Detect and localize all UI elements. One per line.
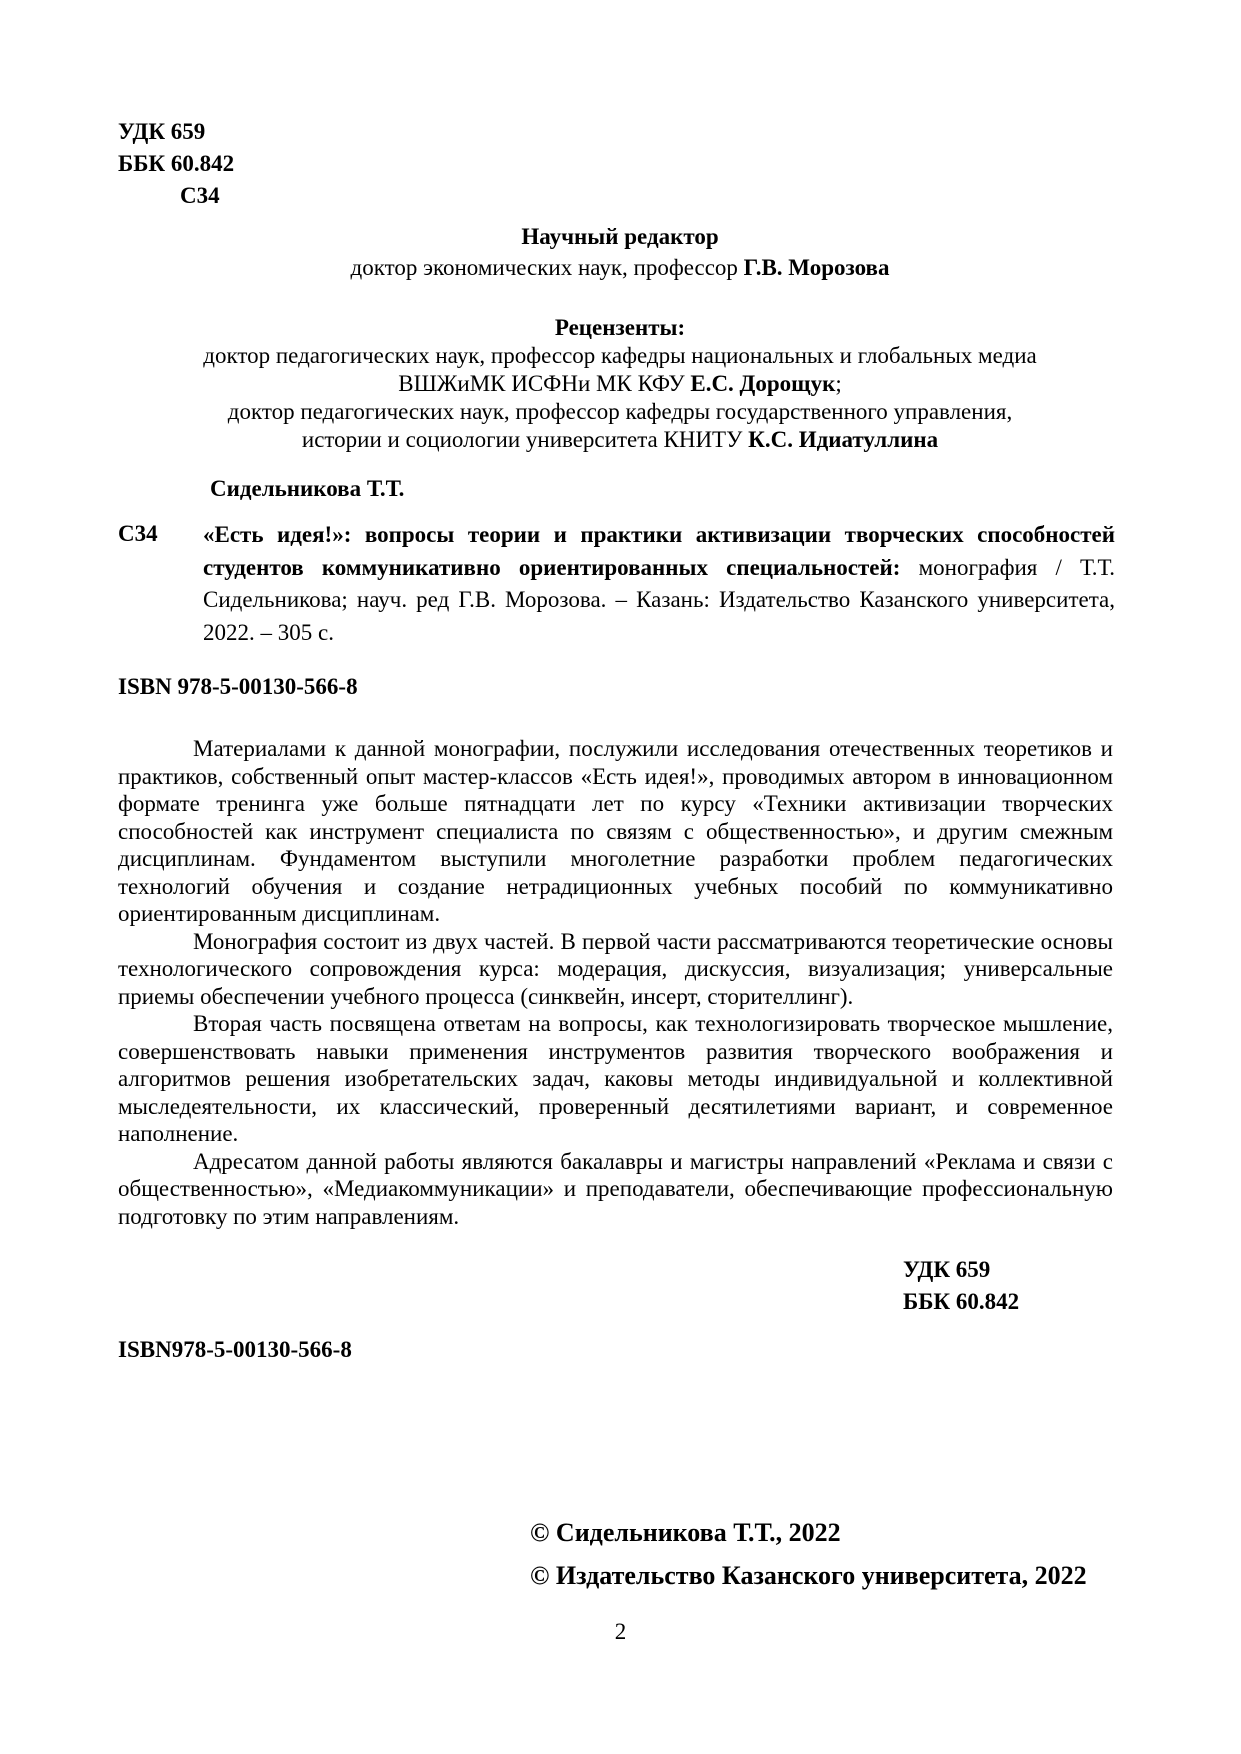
copyright-author: © Сидельникова Т.Т., 2022	[530, 1518, 841, 1547]
reviewer-2-line-2	[120, 425, 1120, 453]
annotation	[118, 735, 1113, 1230]
udk-code-bottom: УДК 659	[903, 1257, 991, 1282]
copyright-publisher: © Издательство Казанского университета, 2022	[530, 1561, 1087, 1590]
copyright-block	[530, 1518, 1087, 1604]
reviewer-1-affiliation: ВШЖиМК ИСФНи МК КФУ	[398, 371, 685, 396]
scientific-editor-name: Г.В. Морозова	[743, 255, 890, 280]
page-number: 2	[614, 1619, 627, 1644]
scientific-editor-line	[120, 253, 1120, 284]
author-mark: С34	[180, 183, 220, 208]
catalog-entry-text	[203, 519, 1115, 649]
catalog-author-heading: Сидельникова Т.Т.	[210, 476, 405, 501]
reviewer-2-line-1: доктор педагогических наук, профессор кафедры государственного управления,	[227, 399, 1013, 424]
reviewer-1-name: Е.С. Дорощук	[690, 371, 836, 396]
scientific-editor-description: доктор экономических наук, профессор	[350, 255, 738, 280]
isbn-bottom: ISBN978-5-00130-566-8	[118, 1337, 352, 1362]
reviewer-2-name: К.С. Идиатуллина	[748, 427, 939, 452]
catalog-entry-code: С34	[118, 521, 158, 546]
reviewers-heading: Рецензенты:	[554, 315, 686, 340]
scientific-editor-heading: Научный редактор	[521, 224, 719, 249]
catalog-entry-details: монография / Т.Т. Сидельникова; науч. ред Г.В. Морозова. – Казань: Издательство Казанского университета, 2022. – 305 с.	[203, 554, 1116, 645]
scientific-editor-block	[120, 222, 1120, 284]
classification-codes-bottom	[903, 1255, 1019, 1319]
annotation-paragraph-3: Вторая часть посвящена ответам на вопросы, как технологизировать творческое мышление, совершенствовать навыки применения инструментов развития творческого воображения и алгоритмов решения изобретательских задач, каковы методы индивидуальной и коллективной мыследеятельности, их классический, проверенный десятилетиями вариант, и современное наполнение.	[118, 1011, 1113, 1146]
reviewer-1-line-1: доктор педагогических наук, профессор кафедры национальных и глобальных медиа	[203, 343, 1037, 368]
reviewers-block	[120, 313, 1120, 453]
reviewer-1-suffix: ;	[835, 371, 842, 396]
bbk-code-bottom: ББК 60.842	[903, 1289, 1020, 1314]
udk-code: УДК 659	[118, 119, 206, 144]
reviewer-1-line-2	[120, 369, 1120, 397]
reviewer-2-affiliation: истории и социологии университета КНИТУ	[301, 427, 743, 452]
isbn-top: ISBN 978-5-00130-566-8	[118, 674, 358, 699]
annotation-paragraph-1: Материалами к данной монографии, послужили исследования отечественных теоретиков и практиков, собственный опыт мастер-классов «Есть идея!», проводимых автором в инновационном формате тренинга уже больше пятнадцати лет по курсу «Техники активизации творческих способностей как инструмент специалиста по связям с общественностью», и другим смежным дисциплинам. Фундаментом выступили многолетние разработки проблем педагогических технологий обучения и создание нетрадиционных учебных пособий по коммуникативно ориентированным дисциплинам.	[118, 736, 1113, 926]
bbk-code: ББК 60.842	[118, 151, 235, 176]
annotation-paragraph-2: Монография состоит из двух частей. В первой части рассматриваются теоретические основы технологического сопровождения курса: модерация, дискуссия, визуализация; универсальные приемы обеспечении учебного процесса (синквейн, инсерт, сторителлинг).	[118, 928, 1113, 1009]
classification-codes-top	[118, 117, 234, 213]
annotation-paragraph-4: Адресатом данной работы являются бакалавры и магистры направлений «Реклама и связи с общественностью», «Медиакоммуникации» и преподаватели, обеспечивающие профессиональную подготовку по этим направлениям.	[118, 1148, 1113, 1229]
catalog-entry-title: «Есть идея!»: вопросы теории и практики активизации творческих способностей студентов коммуникативно ориентированных специальностей:	[203, 522, 1115, 580]
